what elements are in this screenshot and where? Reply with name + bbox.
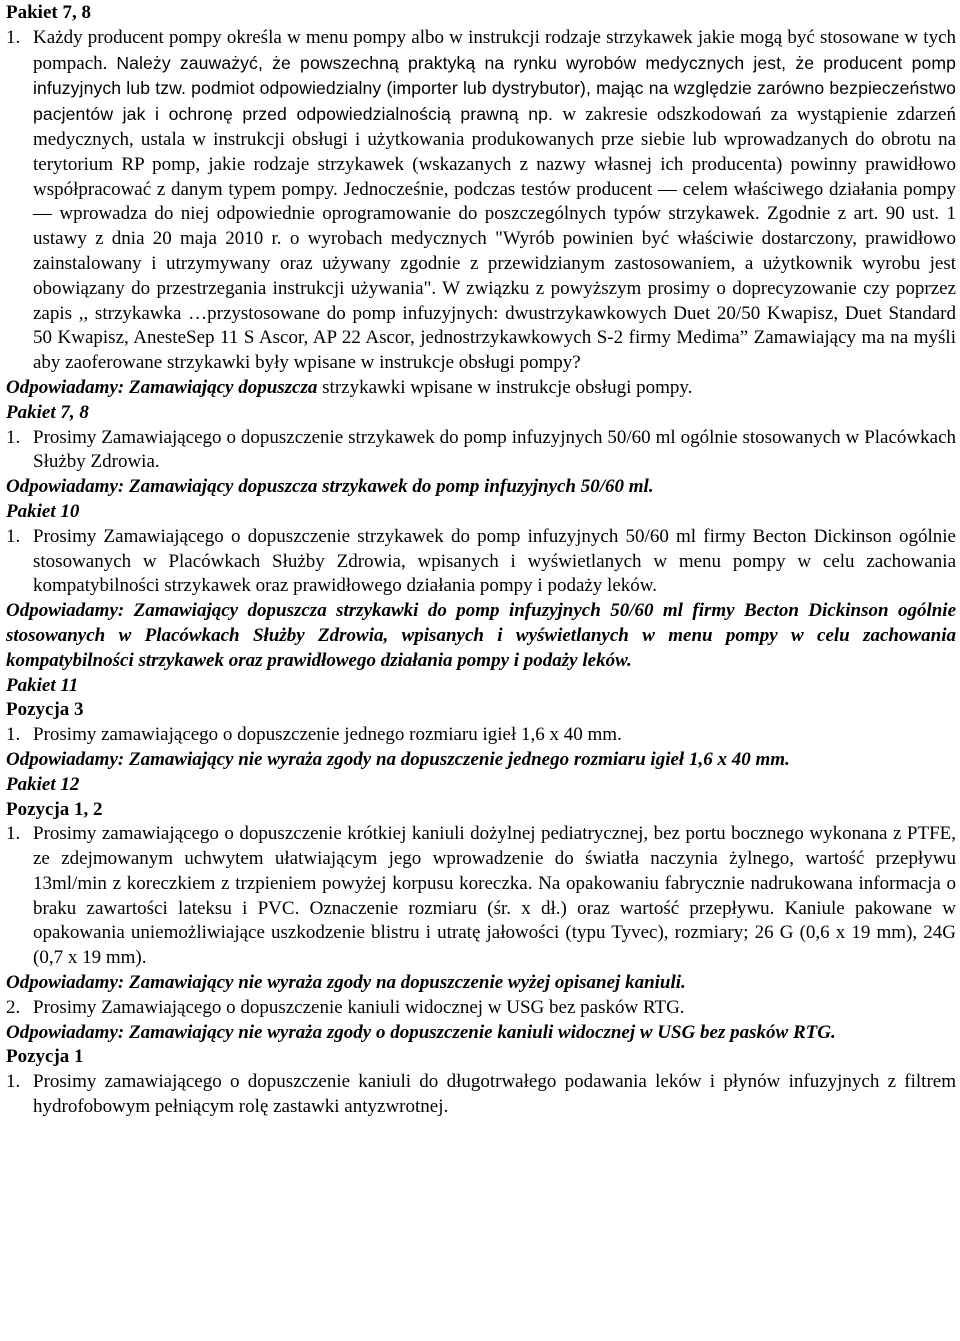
question-text: Prosimy zamawiającego o dopuszczenie krótkiej kaniuli dożylnej pediatrycznej, bez portu bocznego wykonana z PTFE, ze zdejmowanym uchwytem ułatwiającym jego wprowadzenie do światła naczynia żylnego, wartość przepływu 13ml/min z koreczkiem z trzpieniem powyżej korpusu koreczka. Na opakowaniu fabrycznie nadrukowana informacja o braku zawartości lateksu i PVC. Oznaczenie rozmiaru (śr. x dł.) oraz wartość przepływu. Kaniule pakowane w opakowania uniemożliwiające uszkodzenie blistru i utratę jałowości (typu Tyvec), rozmiary; 26 G (0,6 x 19 mm), 24G (0,7 x 19 mm). xyxy=(33,823,956,969)
question-item xyxy=(6,1070,956,1120)
position-heading: Pozycja 1, 2 xyxy=(6,798,103,820)
item-number: 1. xyxy=(6,823,21,845)
position-heading: Pozycja 3 xyxy=(6,699,84,721)
item-number: 1. xyxy=(6,1071,21,1093)
question-text xyxy=(33,26,956,376)
item-number: 2. xyxy=(6,996,21,1018)
section-heading: Pakiet 12 xyxy=(6,773,80,795)
question-item xyxy=(6,723,956,748)
section-heading: Pakiet 11 xyxy=(6,674,79,696)
question-text-part-sans: Należy zauważyć, że powszechną praktyką na rynku wyrobów medycznych jest, że producent pomp infuzyjnych lub tzw. podmiot odpowiedzialny (importer lub dystrybutor), mając na względzie zarówno bezpieczeństwo pacjentów jak i ochronę przed odpowiedzialnością prawną np. xyxy=(33,52,957,125)
item-number: 1. xyxy=(6,525,21,547)
question-item xyxy=(6,426,956,476)
section-heading: Pakiet 7, 8 xyxy=(6,401,89,423)
section-heading: Pakiet 10 xyxy=(6,500,80,522)
question-item xyxy=(6,996,956,1021)
section-heading: Pakiet 7, 8 xyxy=(6,2,91,23)
answer: Odpowiadamy: Zamawiający dopuszcza strzykawek do pomp infuzyjnych 50/60 ml. xyxy=(6,476,654,498)
question-text-part: w zakresie odszkodowań za wystąpienie zdarzeń medycznych, ustala w instrukcji obsługi i użytkowania produkowanych prze siebie lub wprowadzanych do obrotu na terytorium RP pomp, jakie rodzaje strzykawek (wskazanych z nazwy własnej ich producenta) powinny prawidłowo współpracować z danym typem pompy. Jednocześnie, podczas testów producent — celem właściwego działania pompy — wprowadza do niej odpowiednie oprogramowanie do poszczególnych typów strzykawek. Zgodnie z art. 90 ust. 1 ustawy z dnia 20 maja 2010 r. o wyrobach medycznych "Wyrób powinien być właściwie dostarczony, prawidłowo zainstalowany i utrzymywany oraz używany zgodnie z przewidzianym zastosowaniem, a użytkownik wyrobu jest obowiązany do przestrzegania instrukcji używania". W związku z powyższym prosimy o doprecyzowanie czy poprzez zapis ,, strzykawka …przystosowane do pomp infuzyjnych: dwustrzykawkowych Duet 20/50 Kwapisz, Duet Standard 50 Kwapisz, AnesteSep 11 S Ascor, AP 22 Ascor, jednostrzykawkowych S-2 firmy Medima” Zamawiający ma na myśli aby zaoferowane strzykawki były wpisane w instrukcje obsługi pompy? xyxy=(33,104,956,374)
question-text: Prosimy Zamawiającego o dopuszczenie kaniuli widocznej w USG bez pasków RTG. xyxy=(33,996,685,1018)
answer: Odpowiadamy: Zamawiający dopuszcza strzykawki do pomp infuzyjnych 50/60 ml firmy Becton Dickinson ogólnie stosowanych w Placówkach Służby Zdrowia, wpisanych i wyświetlanych w menu pompy w celu zachowania kompatybilności strzykawek oraz prawidłowego działania pompy i podaży leków. xyxy=(6,600,956,671)
answer: Odpowiadamy: Zamawiający nie wyraża zgody na dopuszczenie wyżej opisanej kaniuli. xyxy=(6,972,686,994)
item-number: 1. xyxy=(6,426,21,448)
question-text: Prosimy zamawiającego o dopuszczenie jednego rozmiaru igieł 1,6 x 40 mm. xyxy=(33,724,622,746)
answer: Odpowiadamy: Zamawiający nie wyraża zgody o dopuszczenie kaniuli widocznej w USG bez pasków RTG. xyxy=(6,1021,836,1043)
question-text: Prosimy Zamawiającego o dopuszczenie strzykawek do pomp infuzyjnych 50/60 ml firmy Becton Dickinson ogólnie stosowanych w Placówkach Służby Zdrowia, wpisanych i wyświetlanych w menu pompy w celu zachowania kompatybilności strzykawek oraz prawidłowego działania pompy i podaży leków. xyxy=(33,525,956,597)
answer: Odpowiadamy: Zamawiający nie wyraża zgody na dopuszczenie jednego rozmiaru igieł 1,6 x 40 mm. xyxy=(6,748,790,770)
question-text: Prosimy Zamawiającego o dopuszczenie strzykawek do pomp infuzyjnych 50/60 ml ogólnie stosowanych w Placówkach Służby Zdrowia. xyxy=(33,426,956,473)
answer-label: Odpowiadamy: Zamawiający dopuszcza xyxy=(6,376,318,398)
answer xyxy=(6,376,956,401)
item-number: 1. xyxy=(6,724,21,746)
answer-text: strzykawki wpisane w instrukcje obsługi pompy. xyxy=(317,376,693,398)
question-text-part: Każdy producent pompy określa w menu pompy albo w instrukcji rodzaje strzykawek jakie mogą być stosowane w tych pompach. xyxy=(33,26,956,74)
question-item xyxy=(6,822,956,971)
question-item xyxy=(6,525,956,599)
question-item xyxy=(6,26,956,376)
item-number: 1. xyxy=(6,26,21,48)
question-text: Prosimy zamawiającego o dopuszczenie kaniuli do długotrwałego podawania leków i płynów infuzyjnych z filtrem hydrofobowym pełniącym rolę zastawki antyzwrotnej. xyxy=(33,1071,956,1118)
position-heading: Pozycja 1 xyxy=(6,1046,84,1068)
